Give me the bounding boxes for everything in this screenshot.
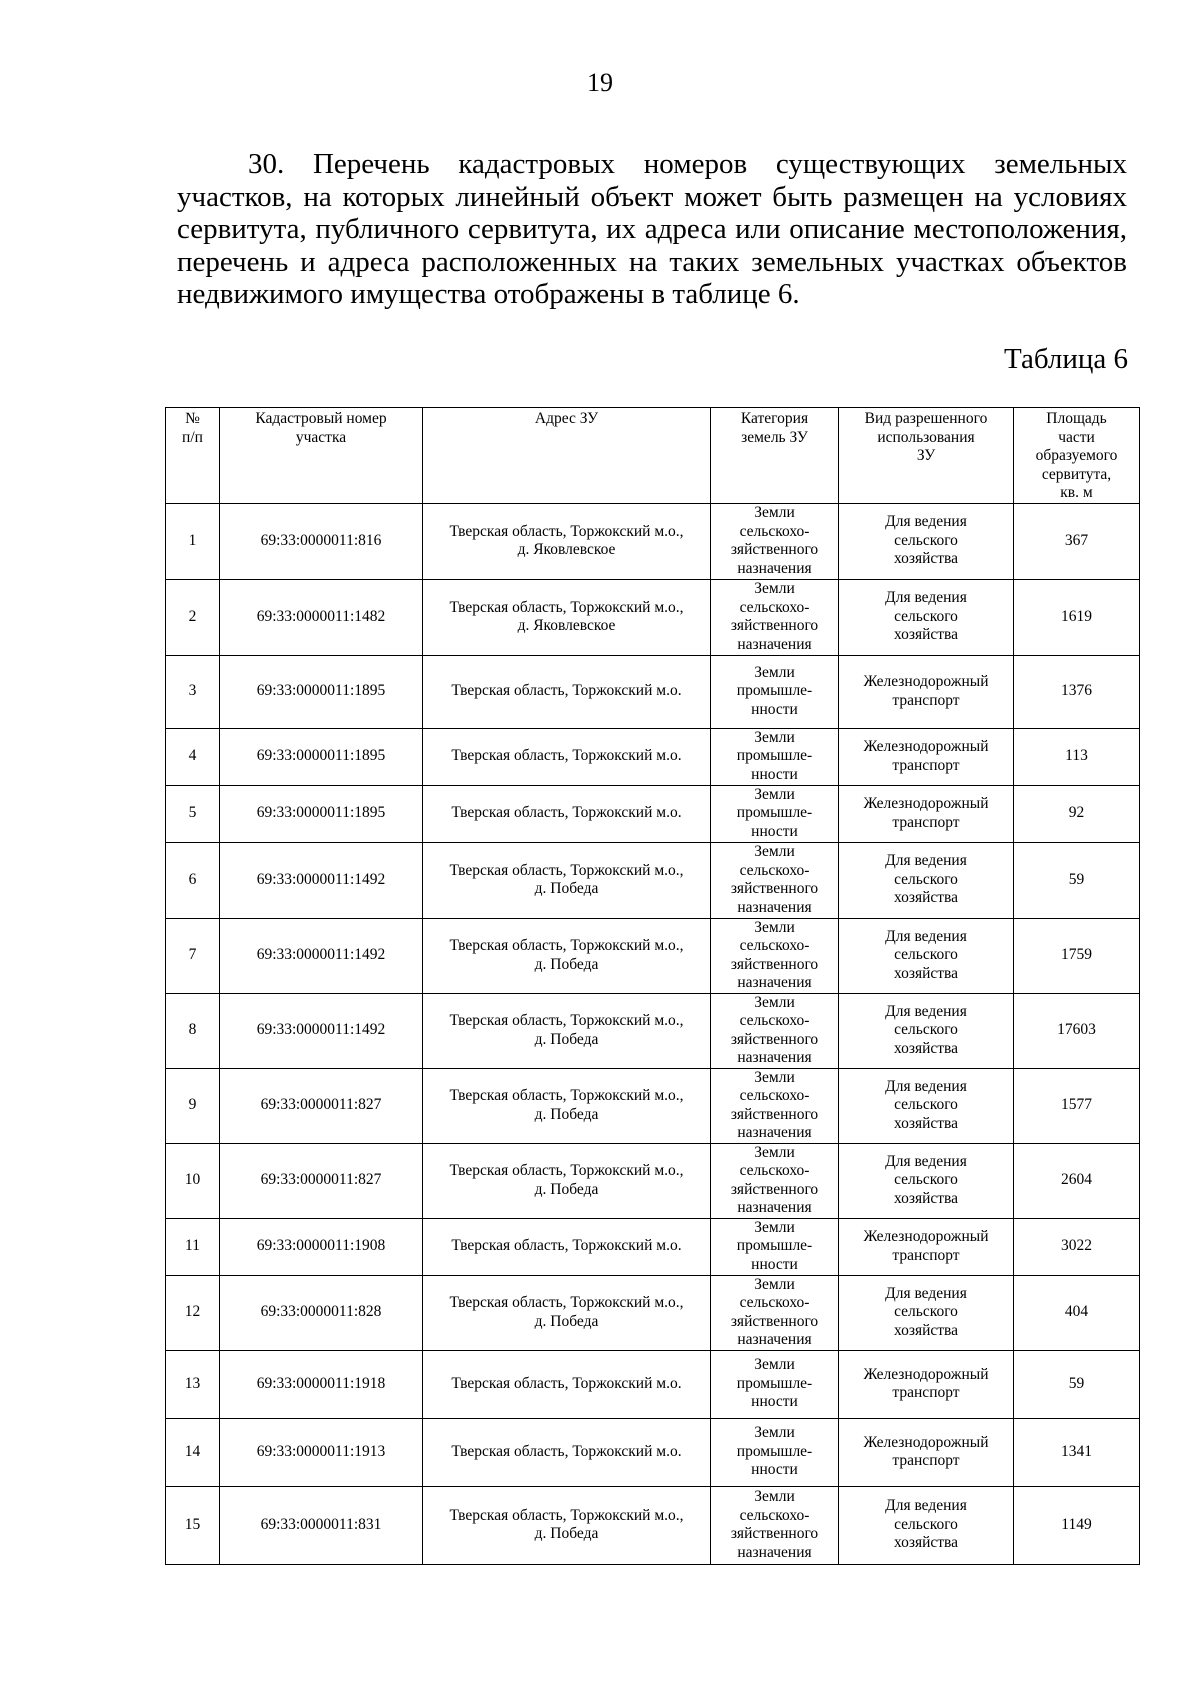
cell-land-category: Земли сельскохо- зяйственного назначения <box>711 1486 839 1564</box>
cell-cadastral-number: 69:33:0000011:1895 <box>220 785 423 842</box>
cell-permitted-use: Для ведения сельского хозяйства <box>839 579 1014 655</box>
table-row <box>166 1486 1140 1564</box>
table-row <box>166 1418 1140 1486</box>
cell-number: 2 <box>166 579 220 655</box>
header-servitude-area: Площадь части образуемого сервитута, кв. м <box>1014 408 1140 504</box>
table-row <box>166 1218 1140 1275</box>
table-row <box>166 655 1140 728</box>
cell-number: 12 <box>166 1275 220 1350</box>
cell-servitude-area: 2604 <box>1014 1143 1140 1218</box>
cell-number: 1 <box>166 503 220 579</box>
header-permitted-use: Вид разрешенного использования ЗУ <box>839 408 1014 504</box>
cell-number: 9 <box>166 1068 220 1143</box>
cell-servitude-area: 113 <box>1014 728 1140 785</box>
cell-address: Тверская область, Торжокский м.о., д. Победа <box>423 918 711 993</box>
cell-cadastral-number: 69:33:0000011:827 <box>220 1068 423 1143</box>
cell-number: 5 <box>166 785 220 842</box>
cell-land-category: Земли промышле- нности <box>711 1350 839 1418</box>
cell-land-category: Земли сельскохо- зяйственного назначения <box>711 1068 839 1143</box>
cell-address: Тверская область, Торжокский м.о. <box>423 785 711 842</box>
cell-address: Тверская область, Торжокский м.о. <box>423 655 711 728</box>
table-row <box>166 785 1140 842</box>
cell-permitted-use: Железнодорожный транспорт <box>839 1350 1014 1418</box>
cadastral-table <box>165 407 1140 1565</box>
cell-land-category: Земли промышле- нности <box>711 1218 839 1275</box>
header-number: № п/п <box>166 408 220 504</box>
cell-address: Тверская область, Торжокский м.о. <box>423 1218 711 1275</box>
table-caption: Таблица 6 <box>1003 343 1128 375</box>
cell-land-category: Земли сельскохо- зяйственного назначения <box>711 918 839 993</box>
cell-cadastral-number: 69:33:0000011:1492 <box>220 842 423 918</box>
cell-servitude-area: 1577 <box>1014 1068 1140 1143</box>
cell-permitted-use: Для ведения сельского хозяйства <box>839 842 1014 918</box>
cell-cadastral-number: 69:33:0000011:816 <box>220 503 423 579</box>
cell-address: Тверская область, Торжокский м.о. <box>423 1350 711 1418</box>
table-row <box>166 579 1140 655</box>
cell-number: 13 <box>166 1350 220 1418</box>
cell-land-category: Земли сельскохо- зяйственного назначения <box>711 993 839 1068</box>
cell-servitude-area: 1341 <box>1014 1418 1140 1486</box>
cell-cadastral-number: 69:33:0000011:827 <box>220 1143 423 1218</box>
cell-cadastral-number: 69:33:0000011:828 <box>220 1275 423 1350</box>
header-cadastral-number: Кадастровый номер участка <box>220 408 423 504</box>
cell-address: Тверская область, Торжокский м.о., д. Победа <box>423 1068 711 1143</box>
table-row <box>166 842 1140 918</box>
cell-address: Тверская область, Торжокский м.о. <box>423 1418 711 1486</box>
cell-cadastral-number: 69:33:0000011:1492 <box>220 918 423 993</box>
cell-servitude-area: 367 <box>1014 503 1140 579</box>
cell-address: Тверская область, Торжокский м.о., д. Яковлевское <box>423 503 711 579</box>
table-row <box>166 503 1140 579</box>
cell-address: Тверская область, Торжокский м.о., д. Победа <box>423 1143 711 1218</box>
cell-permitted-use: Железнодорожный транспорт <box>839 1218 1014 1275</box>
cell-address: Тверская область, Торжокский м.о., д. Победа <box>423 993 711 1068</box>
cell-land-category: Земли сельскохо- зяйственного назначения <box>711 579 839 655</box>
cell-permitted-use: Железнодорожный транспорт <box>839 785 1014 842</box>
cell-permitted-use: Железнодорожный транспорт <box>839 1418 1014 1486</box>
cell-servitude-area: 59 <box>1014 842 1140 918</box>
cell-permitted-use: Для ведения сельского хозяйства <box>839 1275 1014 1350</box>
cell-permitted-use: Для ведения сельского хозяйства <box>839 918 1014 993</box>
table-row <box>166 1068 1140 1143</box>
cell-cadastral-number: 69:33:0000011:1913 <box>220 1418 423 1486</box>
cell-address: Тверская область, Торжокский м.о., д. Победа <box>423 1275 711 1350</box>
cell-permitted-use: Для ведения сельского хозяйства <box>839 503 1014 579</box>
body-paragraph: 30. Перечень кадастровых номеров существующих земельных участков, на которых линейный объект может быть размещен на условиях сервитута, публичного сервитута, их адреса или описание местоположения, перечень и адреса расположенных на таких земельных участках объектов недвижимого имущества отображены в таблице 6. <box>177 148 1127 310</box>
cell-servitude-area: 17603 <box>1014 993 1140 1068</box>
cell-number: 3 <box>166 655 220 728</box>
header-land-category: Категория земель ЗУ <box>711 408 839 504</box>
cell-servitude-area: 1149 <box>1014 1486 1140 1564</box>
cell-cadastral-number: 69:33:0000011:1482 <box>220 579 423 655</box>
cell-servitude-area: 3022 <box>1014 1218 1140 1275</box>
cell-number: 14 <box>166 1418 220 1486</box>
cell-cadastral-number: 69:33:0000011:1895 <box>220 655 423 728</box>
cell-address: Тверская область, Торжокский м.о., д. Победа <box>423 1486 711 1564</box>
page-number: 19 <box>587 68 613 97</box>
cell-servitude-area: 59 <box>1014 1350 1140 1418</box>
cell-servitude-area: 1376 <box>1014 655 1140 728</box>
cell-number: 8 <box>166 993 220 1068</box>
cell-permitted-use: Железнодорожный транспорт <box>839 728 1014 785</box>
cell-permitted-use: Для ведения сельского хозяйства <box>839 993 1014 1068</box>
cell-cadastral-number: 69:33:0000011:1895 <box>220 728 423 785</box>
cell-number: 10 <box>166 1143 220 1218</box>
cell-land-category: Земли сельскохо- зяйственного назначения <box>711 842 839 918</box>
cell-cadastral-number: 69:33:0000011:1908 <box>220 1218 423 1275</box>
cell-permitted-use: Для ведения сельского хозяйства <box>839 1068 1014 1143</box>
cell-permitted-use: Для ведения сельского хозяйства <box>839 1143 1014 1218</box>
cell-land-category: Земли сельскохо- зяйственного назначения <box>711 503 839 579</box>
cell-servitude-area: 92 <box>1014 785 1140 842</box>
cell-land-category: Земли промышле- нности <box>711 785 839 842</box>
cell-permitted-use: Железнодорожный транспорт <box>839 655 1014 728</box>
cell-land-category: Земли промышле- нности <box>711 728 839 785</box>
table-row <box>166 1275 1140 1350</box>
cell-number: 4 <box>166 728 220 785</box>
cell-address: Тверская область, Торжокский м.о., д. Яковлевское <box>423 579 711 655</box>
cell-cadastral-number: 69:33:0000011:1918 <box>220 1350 423 1418</box>
cell-number: 6 <box>166 842 220 918</box>
table-row <box>166 1350 1140 1418</box>
cell-number: 11 <box>166 1218 220 1275</box>
table-row <box>166 1143 1140 1218</box>
cell-servitude-area: 404 <box>1014 1275 1140 1350</box>
cell-servitude-area: 1759 <box>1014 918 1140 993</box>
cell-permitted-use: Для ведения сельского хозяйства <box>839 1486 1014 1564</box>
cell-land-category: Земли сельскохо- зяйственного назначения <box>711 1143 839 1218</box>
cell-cadastral-number: 69:33:0000011:1492 <box>220 993 423 1068</box>
cell-cadastral-number: 69:33:0000011:831 <box>220 1486 423 1564</box>
table-header-row <box>166 408 1140 504</box>
table-row <box>166 993 1140 1068</box>
header-address: Адрес ЗУ <box>423 408 711 504</box>
cell-address: Тверская область, Торжокский м.о. <box>423 728 711 785</box>
cell-number: 7 <box>166 918 220 993</box>
table-body <box>166 503 1140 1564</box>
cell-servitude-area: 1619 <box>1014 579 1140 655</box>
cell-number: 15 <box>166 1486 220 1564</box>
cell-land-category: Земли сельскохо- зяйственного назначения <box>711 1275 839 1350</box>
table-row <box>166 728 1140 785</box>
cell-land-category: Земли промышле- нности <box>711 1418 839 1486</box>
cell-land-category: Земли промышле- нности <box>711 655 839 728</box>
cell-address: Тверская область, Торжокский м.о., д. Победа <box>423 842 711 918</box>
table-row <box>166 918 1140 993</box>
